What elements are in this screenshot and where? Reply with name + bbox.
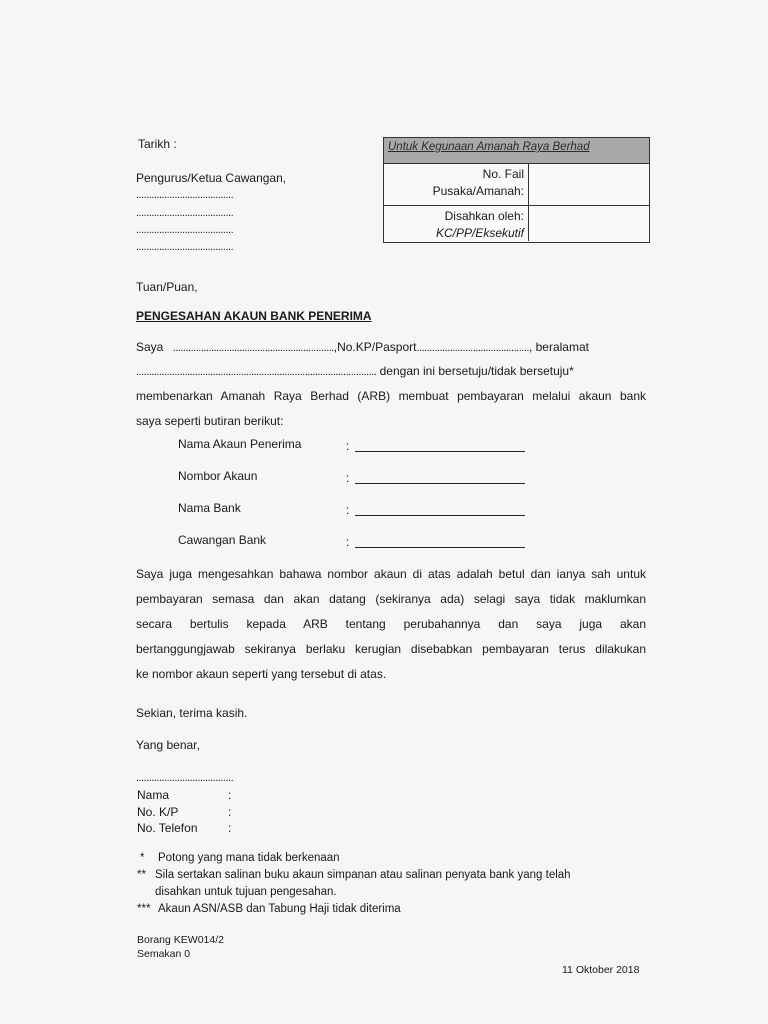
signer-label-ic: No. K/P: [137, 805, 179, 819]
body-line-1: Saya ...............................................................,No.KP/Pasport............................................, beralamat: [136, 340, 589, 354]
address-line: ......................................: [136, 241, 234, 253]
file-no-field[interactable]: [530, 164, 649, 205]
note-text: Sila sertakan salinan buku akaun simpanan atau salinan penyata bank yang telah: [155, 869, 571, 881]
office-use-box: [383, 137, 650, 243]
bank-name-field[interactable]: [355, 515, 525, 516]
field-colon: :: [346, 439, 350, 453]
field-label-account-name: Nama Akaun Penerima: [178, 437, 302, 451]
tarikh-label: Tarikh :: [138, 137, 177, 151]
field-colon: :: [346, 535, 350, 549]
confirmation-line: Saya juga mengesahkan bahawa nombor akaun di atas adalah betul dan ianya sah untuk: [136, 567, 646, 581]
note-text: disahkan untuk tujuan pengesahan.: [155, 886, 337, 898]
note-mark: *: [140, 852, 145, 864]
office-row-label: Disahkan oleh: KC/PP/Eksekutif: [384, 206, 529, 241]
confirmation-line: ke nombor akaun seperti yang tersebut di atas.: [136, 667, 387, 681]
account-name-field[interactable]: [355, 451, 525, 452]
field-label-bank-branch: Cawangan Bank: [178, 533, 267, 547]
note-mark: ***: [137, 903, 151, 915]
account-number-field[interactable]: [355, 483, 525, 484]
confirmation-line: pembayaran semasa dan akan datang (sekiranya ada) selagi saya tidak maklumkan: [136, 592, 646, 606]
office-row-file-no: [384, 164, 649, 206]
pengurus-label: Pengurus/Ketua Cawangan,: [136, 171, 287, 185]
form-title: PENGESAHAN AKAUN BANK PENERIMA: [136, 309, 372, 323]
signer-colon: :: [228, 805, 232, 819]
confirmation-line: bertanggungjawab sekiranya berlaku kerugian disebabkan pembayaran terus dilakukan: [136, 642, 646, 656]
address-line: ......................................: [136, 189, 234, 201]
closing-thanks: Sekian, terima kasih.: [136, 706, 248, 720]
form-revision: Semakan 0: [137, 948, 191, 960]
form-code: Borang KEW014/2: [137, 934, 224, 946]
signer-label-name: Nama: [137, 788, 170, 802]
field-label-bank-name: Nama Bank: [178, 501, 241, 515]
office-row-label: No. Fail Pusaka/Amanah:: [384, 164, 529, 205]
signer-label-phone: No. Telefon: [137, 821, 198, 835]
field-label-account-number: Nombor Akaun: [178, 469, 258, 483]
signature-line[interactable]: ......................................: [136, 772, 234, 784]
note-text: Akaun ASN/ASB dan Tabung Haji tidak diterima: [158, 903, 401, 915]
office-use-title: Untuk Kegunaan Amanah Raya Berhad: [384, 138, 649, 164]
confirmation-line: secara bertulis kepada ARB tentang perubahannya dan saya juga akan: [136, 617, 646, 631]
address-line: ......................................: [136, 224, 234, 236]
salutation: Tuan/Puan,: [136, 280, 198, 294]
note-mark: **: [137, 869, 146, 881]
body-line-2: .............................................................................................. dengan ini bersetuju/tidak bersetuju*: [136, 364, 574, 378]
form-date: 11 Oktober 2018: [562, 964, 640, 976]
address-line: ......................................: [136, 207, 234, 219]
signer-colon: :: [228, 821, 232, 835]
approved-by-field[interactable]: [530, 206, 649, 241]
body-line-3: membenarkan Amanah Raya Berhad (ARB) membuat pembayaran melalui akaun bank: [136, 389, 646, 403]
bank-branch-field[interactable]: [355, 547, 525, 548]
field-colon: :: [346, 503, 350, 517]
field-colon: :: [346, 471, 350, 485]
signer-colon: :: [228, 788, 232, 802]
closing-yours: Yang benar,: [136, 738, 200, 752]
body-line-4: saya seperti butiran berikut:: [136, 414, 284, 428]
office-row-approved-by: [384, 206, 649, 241]
note-text: Potong yang mana tidak berkenaan: [158, 852, 340, 864]
